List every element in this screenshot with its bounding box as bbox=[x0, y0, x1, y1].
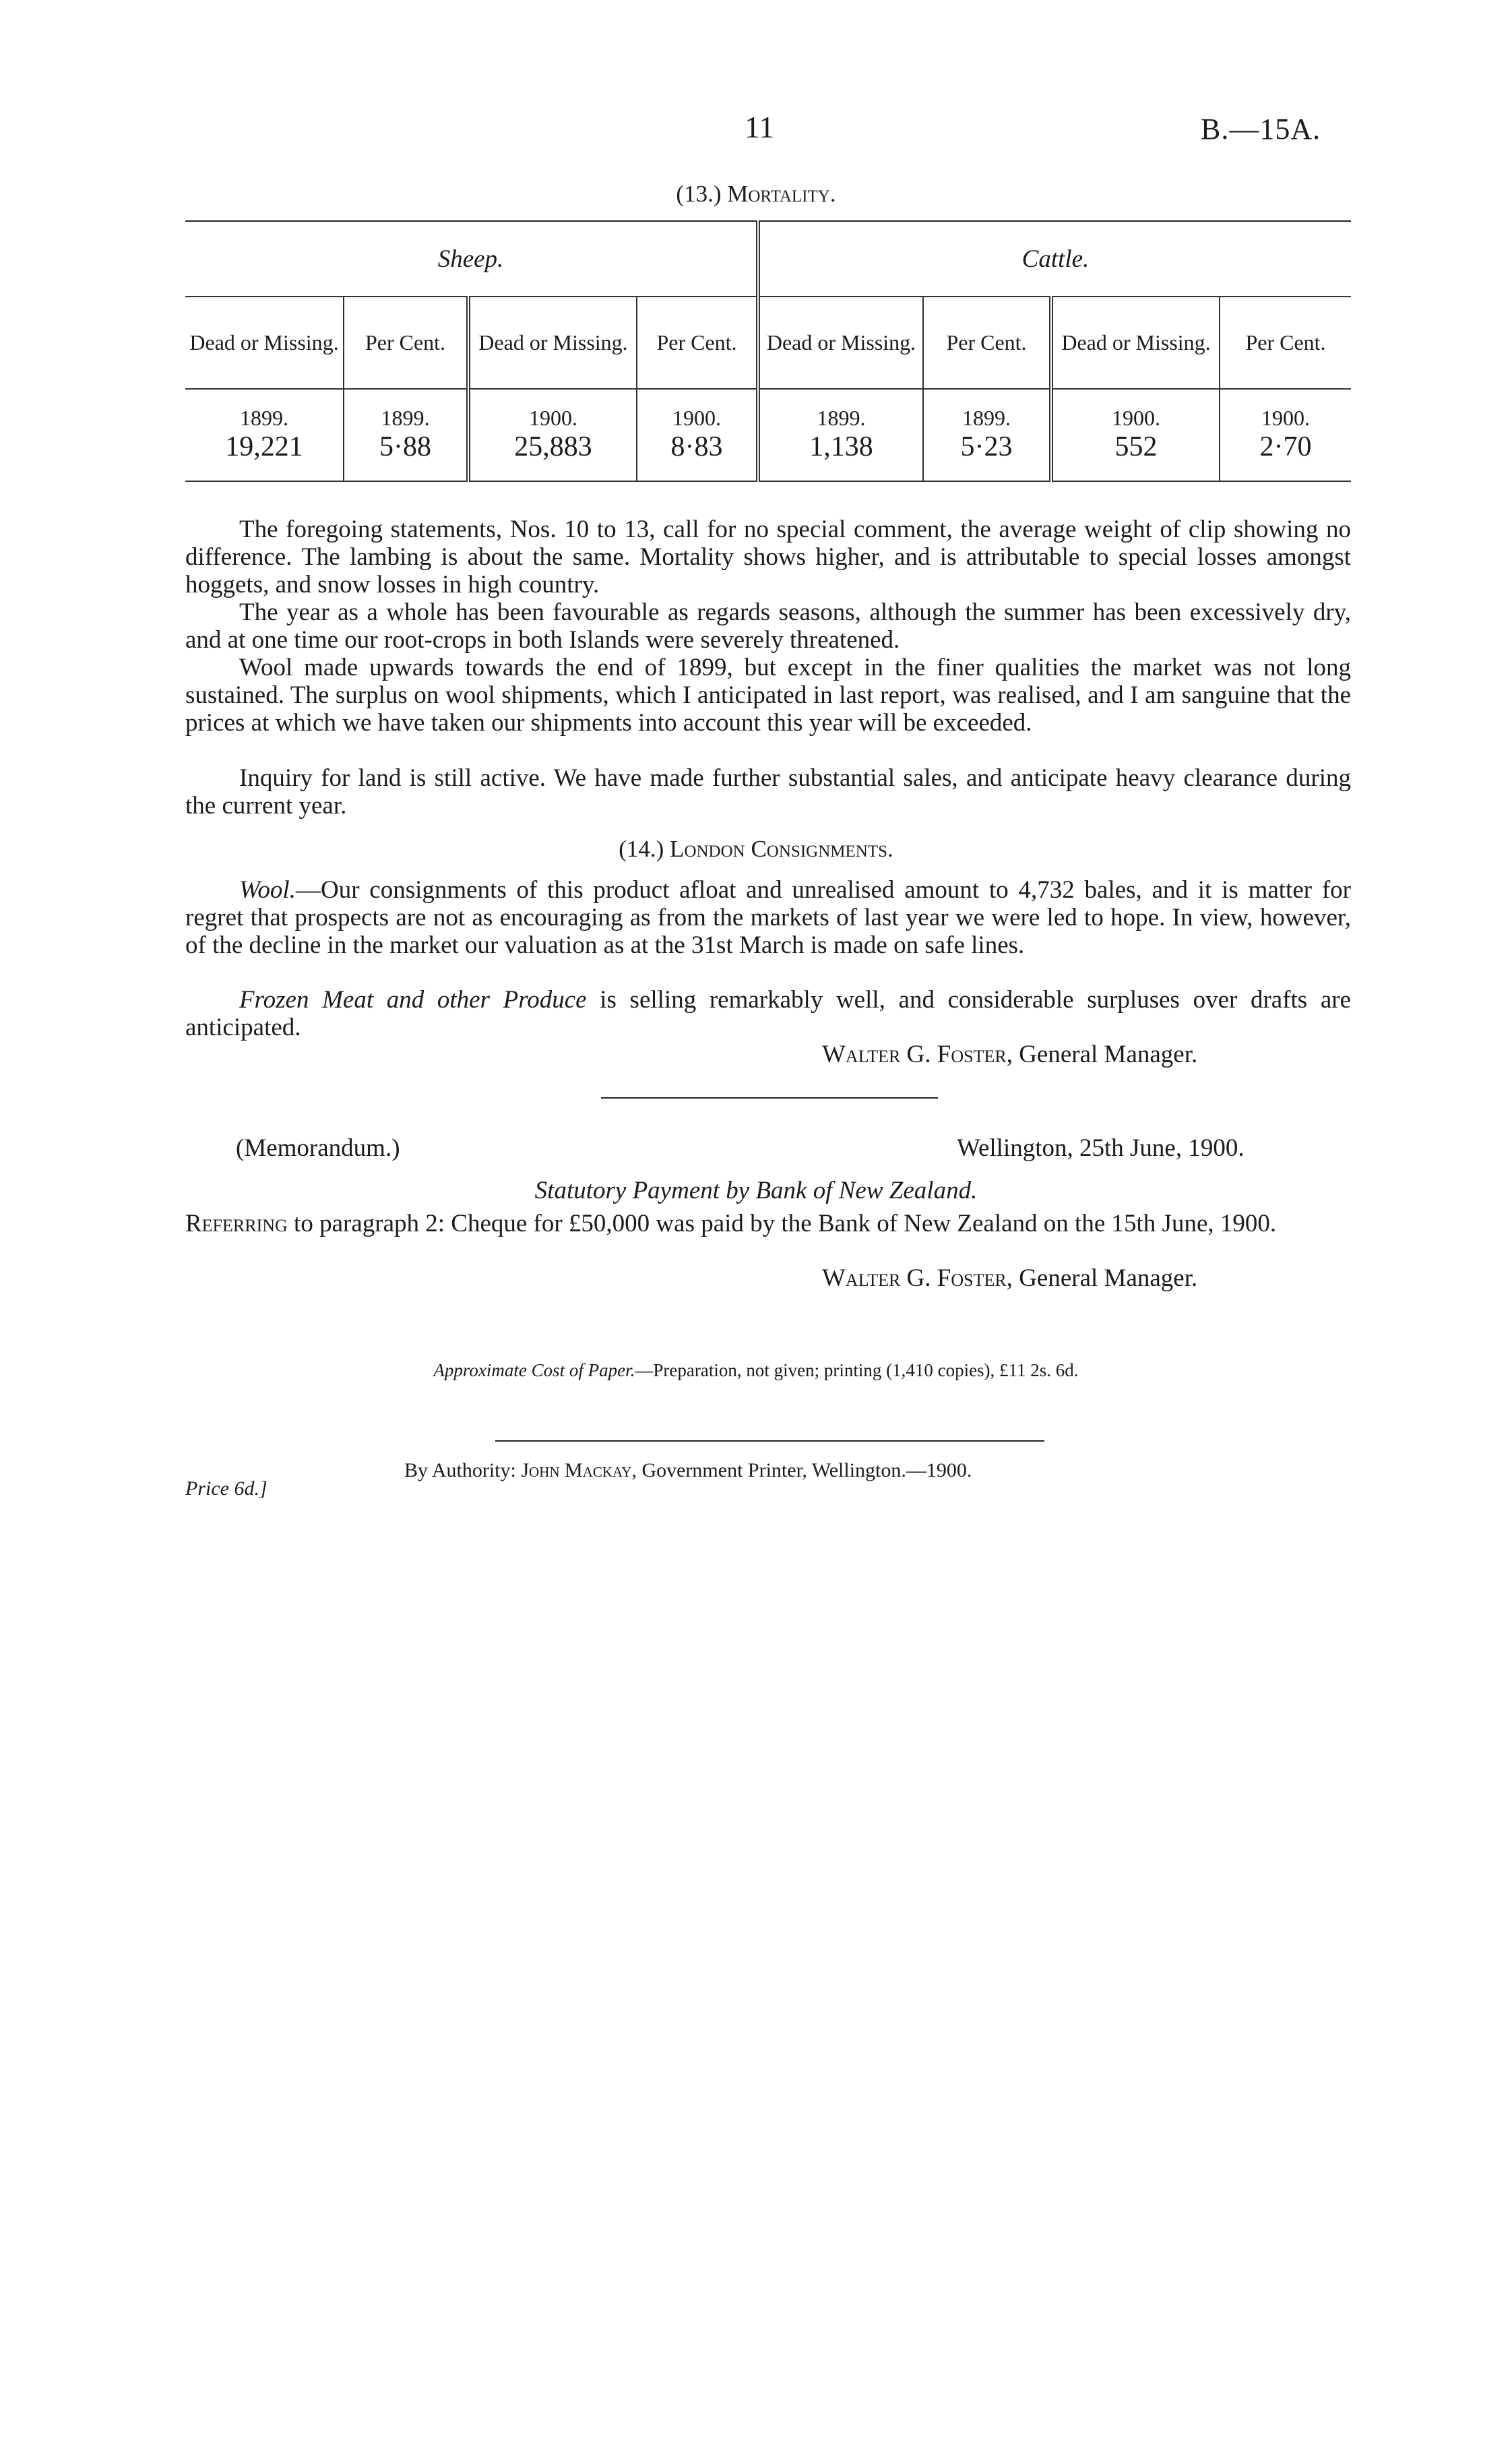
signature-general-manager bbox=[822, 1040, 1197, 1069]
signature-name: Walter G. Foster bbox=[822, 1264, 1007, 1292]
cell-year: 1900. bbox=[529, 405, 577, 430]
document-reference: B.—15A. bbox=[1201, 113, 1321, 146]
cell-year: 1900. bbox=[672, 405, 721, 430]
paragraph-wool-market: Wool made upwards towards the end of 1899, but except in the finer qualities the market was not long sustained. The surplus on wool shipments, which I anticipated in last report, was realised, and I am sanguine that the prices at which we have taken our shipments into account this year will be exceeded. bbox=[185, 654, 1351, 737]
authority-name: John Mackay bbox=[521, 1459, 632, 1481]
cell-value: 2·70 bbox=[1259, 431, 1312, 462]
memorandum-place-date: Wellington, 25th June, 1900. bbox=[957, 1134, 1245, 1162]
signature-name: Walter G. Foster bbox=[822, 1041, 1007, 1068]
table-cell bbox=[758, 389, 923, 481]
sheep-group-header: Sheep. bbox=[185, 221, 758, 297]
paragraph-wool-consignments bbox=[185, 876, 1351, 959]
cell-value: 1,138 bbox=[809, 431, 873, 462]
frozen-meat-label: Frozen Meat and other Produce bbox=[239, 986, 587, 1014]
cell-value: 25,883 bbox=[514, 431, 592, 462]
section-divider bbox=[601, 1097, 938, 1099]
col-header-per-sheep-1900: Per Cent. bbox=[637, 297, 758, 389]
cell-year: 1899. bbox=[381, 405, 430, 430]
printer-authority bbox=[404, 1459, 972, 1482]
cell-value: 5·23 bbox=[960, 431, 1013, 462]
price-note: Price 6d.] bbox=[185, 1477, 267, 1500]
cell-value: 8·83 bbox=[670, 431, 723, 462]
mortality-table bbox=[185, 220, 1351, 482]
london-consignments-heading: (14.) London Consignments. bbox=[619, 836, 893, 862]
paragraph-land-inquiry: Inquiry for land is still active. We have made further substantial sales, and anticipate heavy clearance during the current year. bbox=[185, 764, 1351, 820]
cost-of-paper-note bbox=[0, 1360, 1512, 1381]
frozen-meat-text: is selling remarkably well, and considerable surpluses over drafts are anticipated. bbox=[185, 986, 1351, 1041]
cell-value: 19,221 bbox=[225, 431, 303, 462]
paragraph-seasons: The year as a whole has been favourable as regards seasons, although the summer has been excessively dry, and at one time our root-crops in both Islands were severely threatened. bbox=[185, 598, 1351, 654]
memorandum-title: Statutory Payment by Bank of New Zealand. bbox=[534, 1177, 978, 1204]
memorandum-signature bbox=[822, 1264, 1197, 1293]
cell-value: 552 bbox=[1114, 431, 1158, 462]
col-header-per-sheep-1899: Per Cent. bbox=[344, 297, 468, 389]
col-header-per-cattle-1900: Per Cent. bbox=[1220, 297, 1351, 389]
wool-label: Wool. bbox=[239, 876, 296, 904]
table-cell bbox=[923, 389, 1051, 481]
col-header-per-cattle-1899: Per Cent. bbox=[923, 297, 1051, 389]
paragraph-statements: The foregoing statements, Nos. 10 to 13, call for no special comment, the average weight of clip showing no difference. The lambing is about the same. Mortality shows higher, and is attributable to special losses amongst hoggets, and snow losses in high country. bbox=[185, 516, 1351, 598]
col-header-dead-sheep-1900: Dead or Missing. bbox=[468, 297, 637, 389]
table-cell bbox=[637, 389, 758, 481]
cell-year: 1900. bbox=[1112, 405, 1160, 430]
cost-label: Approximate Cost of Paper. bbox=[433, 1360, 635, 1380]
cell-year: 1899. bbox=[962, 405, 1011, 430]
page-number: 11 bbox=[745, 110, 775, 144]
cell-value: 5·88 bbox=[379, 431, 431, 462]
signature-title: , General Manager. bbox=[1006, 1264, 1198, 1292]
col-header-dead-sheep-1899: Dead or Missing. bbox=[185, 297, 344, 389]
memorandum-label: (Memorandum.) bbox=[236, 1134, 400, 1162]
table-cell bbox=[1051, 389, 1220, 481]
cell-year: 1899. bbox=[240, 405, 288, 430]
col-header-dead-cattle-1900: Dead or Missing. bbox=[1051, 297, 1220, 389]
memorandum-text: to paragraph 2: Cheque for £50,000 was paid by the Bank of New Zealand on the 15th June, 1900. bbox=[287, 1210, 1277, 1237]
table-cell bbox=[185, 389, 344, 481]
footer-divider bbox=[495, 1440, 1044, 1442]
paragraph-cheque-payment bbox=[185, 1210, 1351, 1237]
signature-title: , General Manager. bbox=[1006, 1041, 1198, 1068]
table-cell bbox=[1220, 389, 1351, 481]
memorandum-lead: Referring bbox=[185, 1210, 288, 1237]
cell-year: 1900. bbox=[1261, 405, 1310, 430]
authority-suffix: , Government Printer, Wellington.—1900. bbox=[631, 1459, 972, 1481]
paragraph-frozen-meat bbox=[185, 986, 1351, 1041]
authority-prefix: By Authority: bbox=[404, 1459, 522, 1481]
cattle-group-header: Cattle. bbox=[758, 221, 1351, 297]
cell-year: 1899. bbox=[817, 405, 866, 430]
mortality-heading: (13.) Mortality. bbox=[676, 181, 836, 207]
table-cell bbox=[344, 389, 468, 481]
col-header-dead-cattle-1899: Dead or Missing. bbox=[758, 297, 923, 389]
table-cell bbox=[468, 389, 637, 481]
wool-text: —Our consignments of this product afloat and unrealised amount to 4,732 bales, and it is matter for regret that prospects are not as encouraging as from the markets of last year we were led to hope. In view, however, of the decline in the market our valuation as at the 31st March is made on safe lines. bbox=[185, 876, 1351, 959]
cost-text: —Preparation, not given; printing (1,410 copies), £11 2s. 6d. bbox=[635, 1360, 1079, 1380]
